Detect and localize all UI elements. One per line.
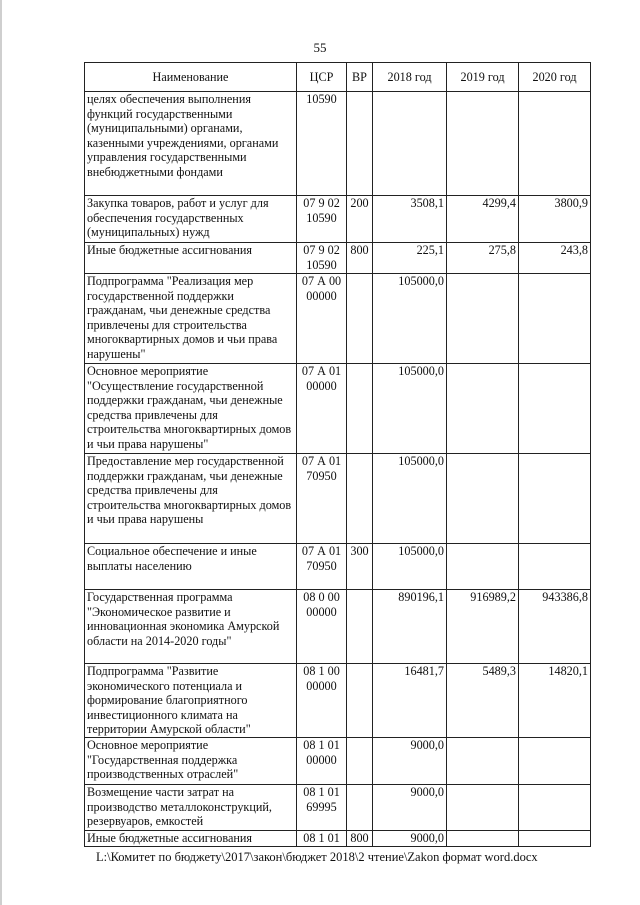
header-csr: ЦСР	[297, 63, 347, 92]
row-csr: 07 А 01 70950	[297, 454, 347, 544]
row-name: Иные бюджетные ассигнования	[85, 830, 297, 846]
row-vr	[347, 454, 373, 544]
row-vr: 800	[347, 830, 373, 846]
row-2019: 5489,3	[447, 664, 519, 738]
row-2020: 943386,8	[519, 590, 591, 664]
table-row	[85, 590, 591, 664]
row-2020	[519, 544, 591, 590]
row-2020	[519, 364, 591, 454]
row-name: Подпрограмма "Реализация мер государственной поддержки гражданам, чьи денежные средства привлечены для строительства многоквартирных домов и чьи права нарушены"	[85, 274, 297, 364]
header-name: Наименование	[85, 63, 297, 92]
row-2020	[519, 454, 591, 544]
row-vr: 800	[347, 243, 373, 274]
row-2020	[519, 830, 591, 846]
row-2018: 105000,0	[373, 364, 447, 454]
row-2018: 225,1	[373, 243, 447, 274]
row-vr: 300	[347, 544, 373, 590]
row-vr	[347, 364, 373, 454]
row-2018: 105000,0	[373, 544, 447, 590]
table-row	[85, 274, 591, 364]
row-csr: 07 9 02 10590	[297, 196, 347, 243]
row-2020: 243,8	[519, 243, 591, 274]
row-2018: 3508,1	[373, 196, 447, 243]
row-2020: 14820,1	[519, 664, 591, 738]
row-2019	[447, 784, 519, 830]
row-name: Возмещение части затрат на производство металлоконструкций, резервуаров, емкостей	[85, 784, 297, 830]
row-2020	[519, 92, 591, 196]
table-row	[85, 830, 591, 846]
row-vr	[347, 92, 373, 196]
row-2020	[519, 784, 591, 830]
row-name: Основное мероприятие "Осуществление государственной поддержки гражданам, чьи денежные средства привлечены для строительства многоквартирных домов и чьи права нарушены"	[85, 364, 297, 454]
row-2018: 105000,0	[373, 454, 447, 544]
row-2020: 3800,9	[519, 196, 591, 243]
table-row	[85, 92, 591, 196]
header-2020: 2020 год	[519, 63, 591, 92]
table-row	[85, 364, 591, 454]
row-vr	[347, 737, 373, 784]
table-row	[85, 454, 591, 544]
scan-edge-left	[0, 0, 2, 905]
table-row	[85, 784, 591, 830]
row-name: Основное мероприятие "Государственная поддержка производственных отраслей"	[85, 737, 297, 784]
row-2018: 890196,1	[373, 590, 447, 664]
row-csr: 07 9 02 10590	[297, 243, 347, 274]
row-2018: 9000,0	[373, 737, 447, 784]
row-csr: 10590	[297, 92, 347, 196]
row-2019: 4299,4	[447, 196, 519, 243]
row-2019: 916989,2	[447, 590, 519, 664]
row-2020	[519, 274, 591, 364]
row-2018: 9000,0	[373, 784, 447, 830]
table-row	[85, 664, 591, 738]
row-name: Закупка товаров, работ и услуг для обеспечения государственных (муниципальных) нужд	[85, 196, 297, 243]
page-number: 55	[313, 40, 327, 55]
row-name: Подпрограмма "Развитие экономического потенциала и формирование благоприятного инвестиционного климата на территории Амурской области"	[85, 664, 297, 738]
table-row	[85, 243, 591, 274]
row-csr: 08 1 00 00000	[297, 664, 347, 738]
row-csr: 07 А 00 00000	[297, 274, 347, 364]
row-2019	[447, 274, 519, 364]
row-2019	[447, 364, 519, 454]
row-2019: 275,8	[447, 243, 519, 274]
row-2018: 16481,7	[373, 664, 447, 738]
header-vr: ВР	[347, 63, 373, 92]
row-name: Социальное обеспечение и иные выплаты населению	[85, 544, 297, 590]
row-2019	[447, 92, 519, 196]
row-2019	[447, 454, 519, 544]
row-name: Предоставление мер государственной поддержки гражданам, чьи денежные средства привлечены для строительства многоквартирных домов и чьи права нарушены	[85, 454, 297, 544]
row-vr	[347, 784, 373, 830]
table-row	[85, 196, 591, 243]
row-csr: 07 А 01 00000	[297, 364, 347, 454]
row-vr: 200	[347, 196, 373, 243]
row-2019	[447, 737, 519, 784]
row-vr	[347, 664, 373, 738]
header-2019: 2019 год	[447, 63, 519, 92]
footer-file-path: L:\Комитет по бюджету\2017\закон\бюджет 2018\2 чтение\Zakon формат word.docx	[96, 850, 538, 864]
row-vr	[347, 590, 373, 664]
row-2019	[447, 830, 519, 846]
row-csr: 08 1 01	[297, 830, 347, 846]
row-name: Государственная программа "Экономическое развитие и инновационная экономика Амурской области на 2014-2020 годы"	[85, 590, 297, 664]
row-vr	[347, 274, 373, 364]
row-name: Иные бюджетные ассигнования	[85, 243, 297, 274]
budget-table	[84, 62, 591, 847]
table-header-row	[85, 63, 591, 92]
row-csr: 07 А 01 70950	[297, 544, 347, 590]
row-csr: 08 1 01 69995	[297, 784, 347, 830]
row-2020	[519, 737, 591, 784]
row-csr: 08 0 00 00000	[297, 590, 347, 664]
row-2018: 105000,0	[373, 274, 447, 364]
row-2018	[373, 92, 447, 196]
row-2019	[447, 544, 519, 590]
row-2018: 9000,0	[373, 830, 447, 846]
table-row	[85, 544, 591, 590]
row-csr: 08 1 01 00000	[297, 737, 347, 784]
row-name: целях обеспечения выполнения функций государственными (муниципальными) органами, казенными учреждениями, органами управления государственными внебюджетными фондами	[85, 92, 297, 196]
table-row	[85, 737, 591, 784]
header-2018: 2018 год	[373, 63, 447, 92]
